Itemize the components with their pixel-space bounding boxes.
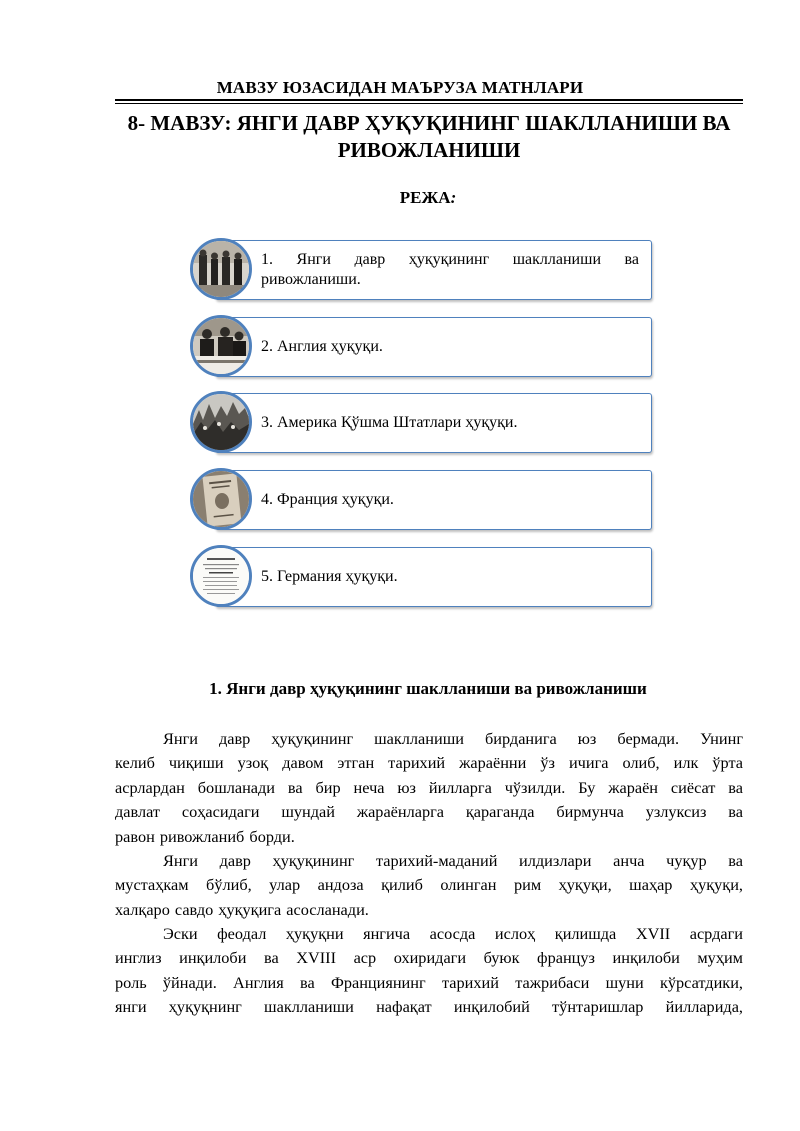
plan-item-text: 4. Франция ҳуқуқи. [261,491,394,508]
plan-item-2 [190,317,652,379]
text-line: келиб чиқиши узоқ давом этган тарихий жараённи ўз ичига олиб, илк ўрта [115,753,743,773]
text-line: давлат соҳасидаги шундай жараёнларга қараганда бирмунча узлуксиз ва [115,802,743,822]
text-line: равон ривожланиб борди. [115,826,295,846]
text-line: Янги давр ҳуқуқининг шаклланиши бирданига юз бермади. Унинг [163,729,743,748]
plan-item-3 [190,393,652,455]
title-line-2: РИВОЖЛАНИШИ [337,138,521,162]
text-line: Янги давр ҳуқуқининг тарихий-маданий илдизлари анча чуқур ва [163,851,743,870]
code-book-icon [190,468,252,530]
plan-box [215,317,652,377]
plan-item-text: 1. Янги давр ҳуқуқининг шаклланиши ва ривожланиши. [261,251,639,288]
plan-box [215,240,652,300]
historic-photo-icon [190,315,252,377]
historic-photo-icon [190,238,252,300]
text-line: инглиз инқилоби ва XVIII аср охиридаги буюк француз инқилоби муҳим [115,948,743,968]
text-line: мустаҳкам бўлиб, улар андоза қилиб олинган рим ҳуқуқи, шаҳар ҳуқуқи, [115,875,743,895]
section-heading: 1. Янги давр ҳуқуқининг шаклланиши ва ривожланиши [209,679,647,698]
text-line: янги ҳуқуқнинг шаклланиши нафақат инқилобий тўнтаришлар йилларида, [115,997,743,1017]
plan-heading [0,188,800,208]
plan-box [215,547,652,607]
plan-item-5 [190,547,652,609]
title-line-1: 8- МАВЗУ: ЯНГИ ДАВР ҲУҚУҚИНИНГ ШАКЛЛАНИШИ ВА [127,111,731,135]
plan-item-text: 5. Германия ҳуқуқи. [261,568,398,585]
plan-item-text: 2. Англия ҳуқуқи. [261,338,383,355]
paragraph-1 [115,727,743,849]
plan-item-4 [190,470,652,532]
plan-box [215,470,652,530]
plan-label: РЕЖА [399,188,451,207]
plan-item-1 [190,240,652,302]
plan-box [215,393,652,453]
plan-colon: : [450,188,457,207]
header-rule-thin [115,103,743,104]
document-icon [190,545,252,607]
page-title [100,110,758,164]
text-line: роль ўйнади. Англия ва Франциянинг тарихий тажрибаси шуни кўрсатдики, [115,972,743,992]
text-line: Эски феодал ҳуқуқни янгича асосда ислоҳ қилишда XVII асрдаги [163,924,743,943]
historic-photo-icon [190,391,252,453]
plan-item-text: 3. Америка Қўшма Штатлари ҳуқуқи. [261,414,518,431]
text-line: асрлардан бошланади ва бир неча юз йилларга чўзилди. Бу жараён сиёсат ва [115,777,743,797]
text-line: халқаро савдо ҳуқуқига асосланади. [115,899,369,919]
paragraph-3 [115,922,743,1020]
running-header: МАВЗУ ЮЗАСИДАН МАЪРУЗА МАТНЛАРИ [216,78,584,97]
header-rule-thick [115,99,743,101]
paragraph-2 [115,849,743,922]
